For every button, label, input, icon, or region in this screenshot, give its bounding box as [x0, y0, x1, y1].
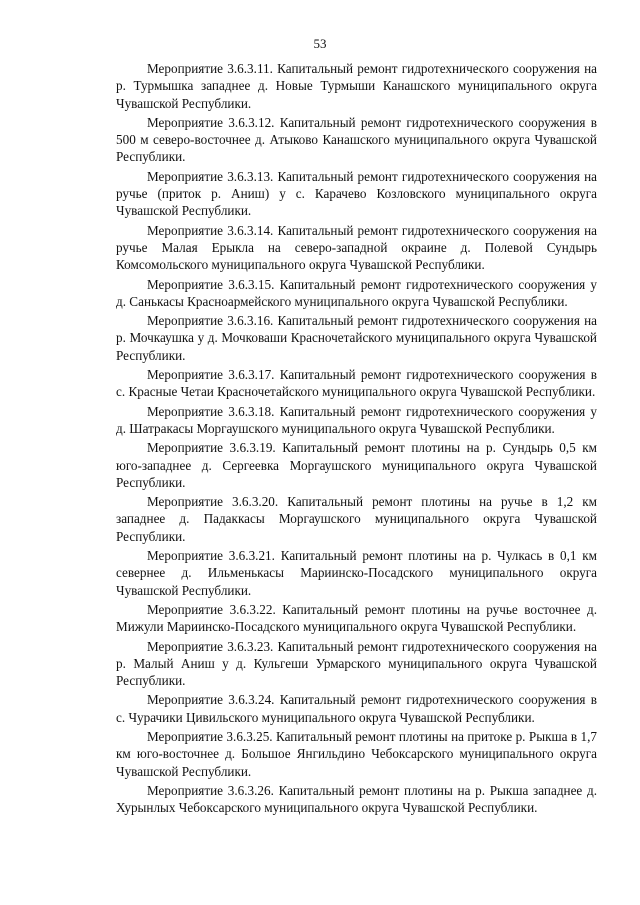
- paragraph-measure-3-6-3-25: Мероприятие 3.6.3.25. Капитальный ремонт плотины на притоке р. Рыкша в 1,7 км юго-восточнее д. Большое Янгильдино Чебоксарского муниципального округа Чувашской Республики.: [116, 728, 597, 779]
- paragraph-measure-3-6-3-24: Мероприятие 3.6.3.24. Капитальный ремонт гидротехнического сооружения в с. Чурачики Цивильского муниципального округа Чувашской Республики.: [116, 692, 597, 725]
- paragraph-measure-3-6-3-18: Мероприятие 3.6.3.18. Капитальный ремонт гидротехнического сооружения у д. Шатракасы Моргаушского муниципального округа Чувашской Республики.: [116, 403, 597, 436]
- page-number: 53: [313, 36, 327, 51]
- paragraph-measure-3-6-3-11: Мероприятие 3.6.3.11. Капитальный ремонт гидротехнического сооружения на р. Турмышка западнее д. Новые Турмыши Канашского муниципального округа Чувашской Республики.: [116, 61, 597, 111]
- document-body: [116, 60, 597, 818]
- paragraph-measure-3-6-3-14: Мероприятие 3.6.3.14. Капитальный ремонт гидротехнического сооружения на ручье Малая Ерыкла на северо-западной окраине д. Полевой Сундырь Комсомольского муниципального округа Чувашской Республики.: [116, 222, 597, 273]
- paragraph-measure-3-6-3-22: Мероприятие 3.6.3.22. Капитальный ремонт плотины на ручье восточнее д. Мижули Мариинско-Посадского муниципального округа Чувашской Республики.: [116, 601, 597, 635]
- paragraph-measure-3-6-3-17: Мероприятие 3.6.3.17. Капитальный ремонт гидротехнического сооружения в с. Красные Четаи Красночетайского муниципального округа Чувашской Республики.: [116, 367, 597, 400]
- paragraph-measure-3-6-3-12: Мероприятие 3.6.3.12. Капитальный ремонт гидротехнического сооружения в 500 м северо-восточнее д. Атыково Канашского муниципального округа Чувашской Республики.: [116, 114, 597, 165]
- paragraph-measure-3-6-3-23: Мероприятие 3.6.3.23. Капитальный ремонт гидротехнического сооружения на р. Малый Аниш у д. Кульгеши Урмарского муниципального округа Чувашской Республики.: [116, 638, 597, 689]
- paragraph-measure-3-6-3-20: Мероприятие 3.6.3.20. Капитальный ремонт плотины на ручье в 1,2 км западнее д. Падаккасы Моргаушского муниципального округа Чувашской Республики.: [116, 494, 597, 544]
- paragraph-measure-3-6-3-16: Мероприятие 3.6.3.16. Капитальный ремонт гидротехнического сооружения на р. Мочкаушка у д. Мочковаши Красночетайского муниципального округа Чувашской Республики.: [116, 313, 597, 363]
- paragraph-measure-3-6-3-15: Мероприятие 3.6.3.15. Капитальный ремонт гидротехнического сооружения у д. Санькасы Красноармейского муниципального округа Чувашской Республики.: [116, 276, 597, 309]
- paragraph-measure-3-6-3-21: Мероприятие 3.6.3.21. Капитальный ремонт плотины на р. Чулкась в 0,1 км севернее д. Ильменькасы Мариинско-Посадского муниципального округа Чувашской Республики.: [116, 548, 597, 598]
- paragraph-measure-3-6-3-19: Мероприятие 3.6.3.19. Капитальный ремонт плотины на р. Сундырь 0,5 км юго-западнее д. Сергеевка Моргаушского муниципального округа Чувашской Республики.: [116, 440, 597, 490]
- paragraph-measure-3-6-3-26: Мероприятие 3.6.3.26. Капитальный ремонт плотины на р. Рыкша западнее д. Хурынлых Чебоксарского муниципального округа Чувашской Республики.: [116, 782, 597, 816]
- paragraph-measure-3-6-3-13: Мероприятие 3.6.3.13. Капитальный ремонт гидротехнического сооружения на ручье (приток р. Аниш) у с. Карачево Козловского муниципального округа Чувашской Республики.: [116, 168, 597, 219]
